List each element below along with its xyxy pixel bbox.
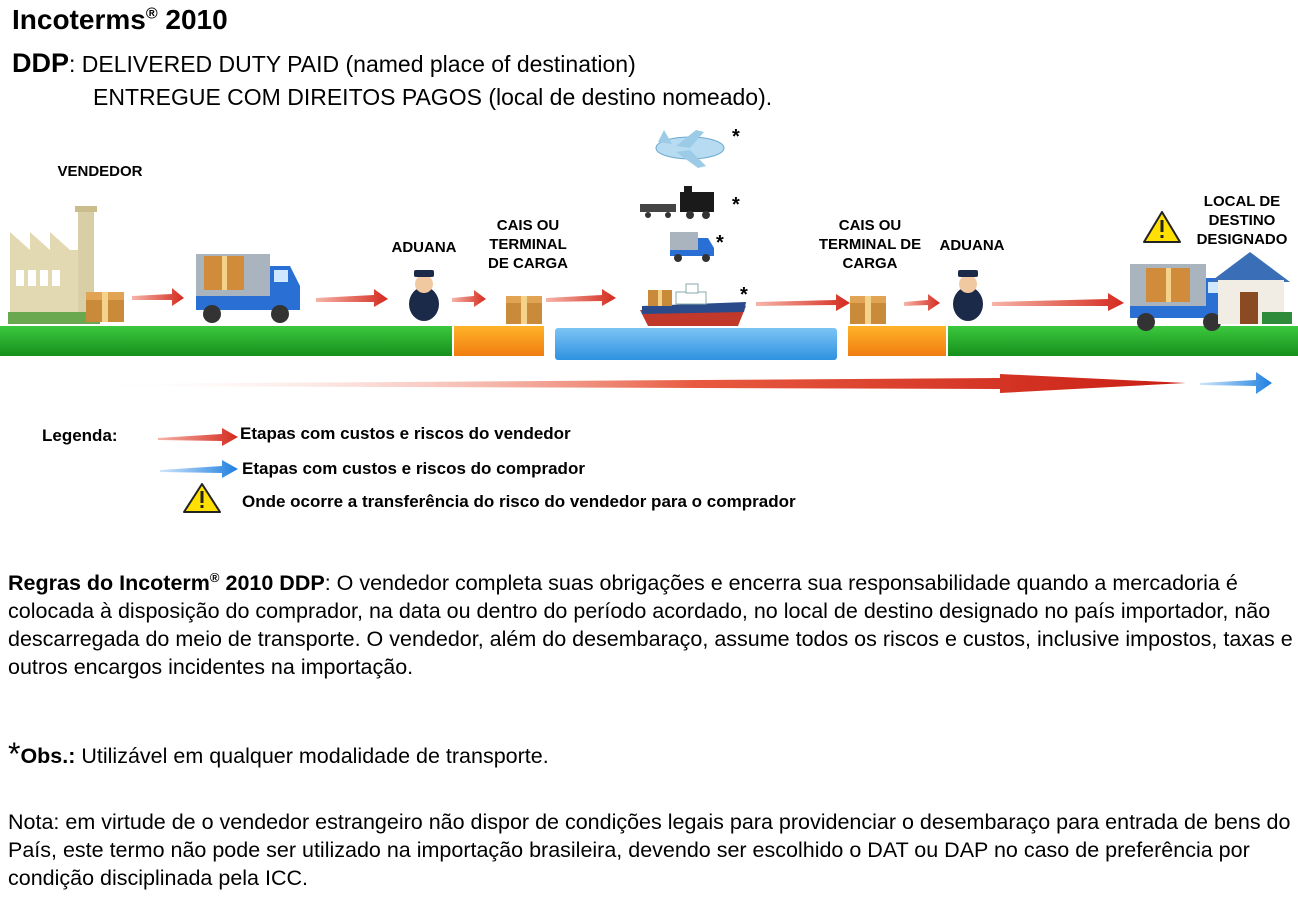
seller-step-arrow (452, 290, 486, 307)
obs-line (8, 736, 1293, 772)
truck-icon (1130, 264, 1232, 331)
term-name-en-text: : DELIVERED DUTY PAID (named place of destination) (69, 51, 636, 77)
label-terminal-origin: CAIS OU TERMINAL DE CARGA (487, 217, 568, 272)
house-icon (1210, 252, 1292, 324)
ground-right (948, 326, 1298, 356)
title-text: Incoterms (12, 4, 146, 35)
buyer-risk-arrow (1200, 372, 1272, 394)
rules-paragraph (8, 564, 1293, 681)
seller-risk-arrow (90, 374, 1186, 393)
small-truck-icon (670, 232, 714, 262)
seller-step-arrow (316, 289, 388, 307)
any-mode-star-rail: * (732, 194, 740, 216)
note-paragraph: Nota: em virtude de o vendedor estrangeiro não dispor de condições legais para providenciar o desembaraço para entrada de bens do País, este termo não pode ser utilizado na importação brasileira, devendo ser escolhido o DAT ou DAP no caso de preferência por condição disciplinada pela ICC. (8, 810, 1291, 890)
airplane-icon (656, 130, 724, 168)
rules-heading-year: 2010 DDP (219, 571, 325, 596)
obs-text: Utilizável em qualquer modalidade de transporte. (75, 744, 549, 768)
label-customs-destination: ADUANA (939, 237, 1005, 254)
cargo-box-icon (506, 296, 542, 324)
cargo-box-icon (850, 296, 886, 324)
customs-officer-icon (953, 270, 983, 321)
legend-seller-arrow (158, 428, 238, 446)
any-mode-star-air: * (732, 126, 740, 148)
seller-step-arrow (132, 288, 184, 306)
legend-buyer-arrow (160, 460, 238, 478)
any-mode-star-sea: * (740, 284, 748, 306)
terminal-strip-right (848, 326, 946, 356)
title-registered-mark: ® (145, 5, 158, 23)
obs-label: Obs.: (20, 744, 76, 768)
seller-step-arrow (756, 294, 850, 311)
seller-step-arrow (904, 294, 940, 311)
water-strip (555, 328, 837, 360)
label-destination: LOCAL DE DESTINO DESIGNADO (1196, 193, 1288, 248)
any-mode-star-road: * (716, 232, 724, 254)
customs-officer-icon (409, 270, 439, 321)
term-name-pt: ENTREGUE COM DIREITOS PAGOS (local de destino nomeado). (93, 84, 773, 110)
label-seller: VENDEDOR (57, 163, 143, 180)
seller-step-arrow (546, 289, 616, 306)
warning-icon (1144, 212, 1180, 242)
rules-registered-mark: ® (209, 570, 220, 585)
legend-buyer-text: Etapas com custos e riscos do comprador (242, 459, 585, 478)
terminal-strip-left (454, 326, 544, 356)
legend-seller-text: Etapas com custos e riscos do vendedor (240, 424, 571, 443)
legend-transfer-text: Onde ocorre a transferência do risco do vendedor para o comprador (242, 492, 796, 511)
legend-title: Legenda: (42, 426, 118, 445)
label-customs-origin: ADUANA (391, 239, 457, 256)
ground-left (0, 326, 452, 356)
rules-text: : O vendedor completa suas obrigações e encerra sua responsabilidade quando a mercadoria é colocada à disposição do comprador, na data ou dentro do período acordado, no local de destino designado no país importador, não descarregada do meio de transporte. O vendedor, além do desembaraço, assume todos os riscos e custos, inclusive impostos, taxas e outros encargos incidentes na importação. (8, 571, 1293, 680)
term-code: DDP (12, 48, 70, 78)
label-terminal-destination: CAIS OU TERMINAL DE CARGA (818, 217, 922, 272)
rules-heading-text: Regras do Incoterm (8, 571, 210, 596)
obs-star: * (8, 736, 21, 772)
seller-step-arrow (992, 293, 1124, 311)
title-year: 2010 (165, 4, 228, 35)
legend-warning-icon (184, 484, 220, 512)
train-icon (640, 186, 714, 219)
ship-icon (640, 284, 746, 326)
cargo-box-icon (86, 292, 124, 322)
rules-heading (8, 571, 325, 595)
truck-icon (196, 254, 300, 323)
